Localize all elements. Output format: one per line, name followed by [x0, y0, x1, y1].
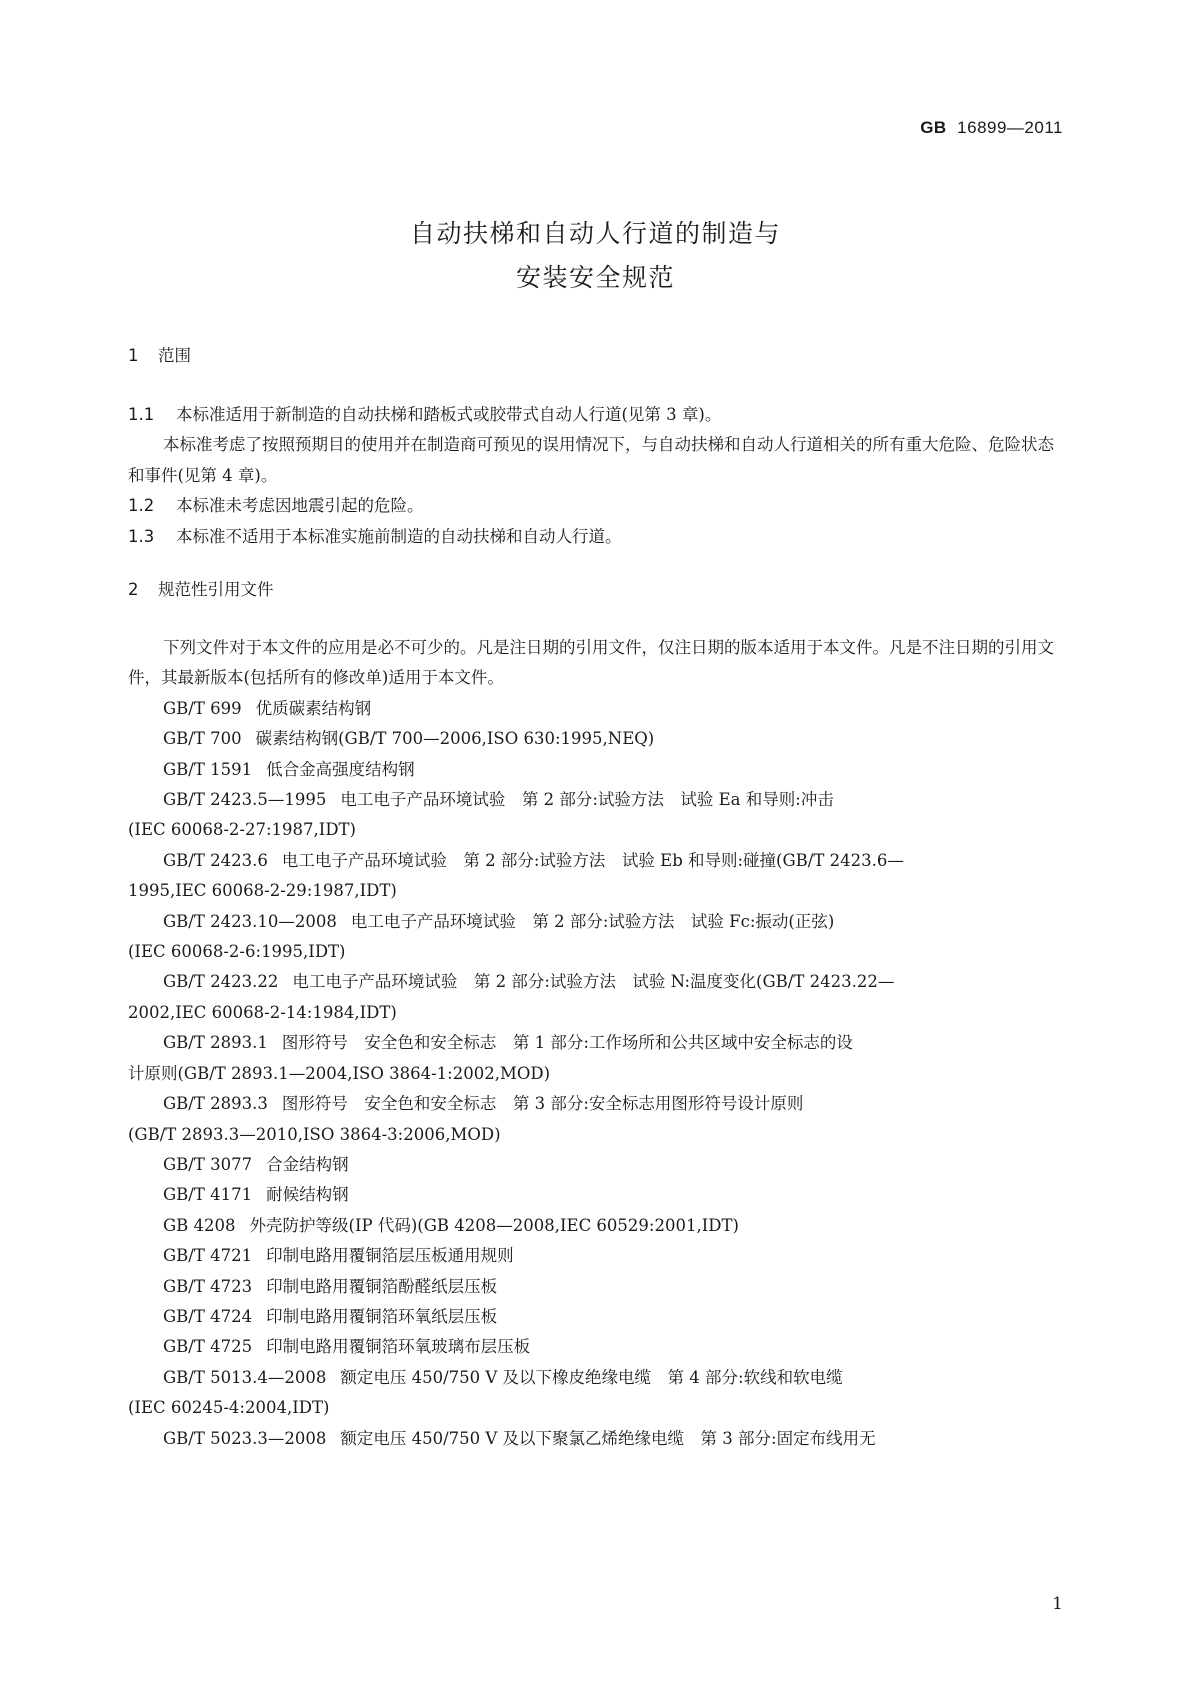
clause-1-3: 1.3 本标准不适用于本标准实施前制造的自动扶梯和自动人行道。 — [128, 526, 622, 546]
reference-item — [128, 967, 1063, 997]
reference-title: 额定电压 450/750 V 及以下橡皮绝缘电缆 第 4 部分:软线和软电缆 — [340, 1367, 843, 1387]
reference-item — [128, 724, 1063, 754]
reference-title: 电工电子产品环境试验 第 2 部分:试验方法 试验 Fc:振动(正弦) — [350, 911, 835, 931]
reference-item — [128, 1241, 1063, 1271]
standard-number — [920, 118, 1063, 138]
section-1-body — [128, 400, 1063, 552]
reference-title: 合金结构钢 — [266, 1154, 349, 1174]
reference-title: 印制电路用覆铜箔层压板通用规则 — [266, 1246, 514, 1266]
reference-continuation: (GB/T 2893.3—2010,ISO 3864-3:2006,MOD) — [128, 1124, 501, 1144]
reference-title: 外壳防护等级(IP 代码)(GB 4208—2008,IEC 60529:2001,IDT) — [249, 1215, 739, 1235]
reference-title: 印制电路用覆铜箔环氧玻璃布层压板 — [266, 1337, 531, 1357]
reference-code: GB/T 2423.10—2008 — [163, 911, 337, 931]
title-line-1: 自动扶梯和自动人行道的制造与 — [409, 219, 781, 248]
section-2 — [128, 575, 1063, 605]
reference-item — [128, 1028, 1063, 1058]
section-1-heading: 1 范围 — [128, 346, 191, 365]
reference-code: GB/T 4721 — [163, 1246, 253, 1266]
reference-item — [128, 1332, 1063, 1362]
reference-code: GB/T 2893.1 — [163, 1033, 268, 1053]
reference-code: GB/T 3077 — [163, 1154, 253, 1174]
reference-title: 电工电子产品环境试验 第 2 部分:试验方法 试验 Eb 和导则:碰撞(GB/T 2423.6— — [281, 850, 904, 870]
reference-code: GB/T 2423.22 — [163, 972, 279, 992]
reference-code: GB/T 4724 — [163, 1306, 253, 1326]
section-1 — [128, 341, 1063, 371]
reference-continuation: 1995,IEC 60068-2-29:1987,IDT) — [128, 881, 397, 901]
clause-1-1-paragraph: 本标准考虑了按照预期目的使用并在制造商可预见的误用情况下，与自动扶梯和自动人行道相关的所有重大危险、危险状态和事件(见第 4 章)。 — [128, 435, 1054, 485]
reference-title: 图形符号 安全色和安全标志 第 1 部分:工作场所和公共区域中安全标志的设 — [281, 1033, 853, 1053]
reference-title: 额定电压 450/750 V 及以下聚氯乙烯绝缘电缆 第 3 部分:固定布线用无 — [340, 1428, 876, 1448]
reference-continuation: 计原则(GB/T 2893.1—2004,ISO 3864-1:2002,MOD) — [128, 1063, 551, 1083]
reference-title: 印制电路用覆铜箔酚醛纸层压板 — [266, 1276, 498, 1296]
reference-item — [128, 1272, 1063, 1302]
reference-title: 优质碳素结构钢 — [255, 698, 372, 718]
reference-code: GB/T 699 — [163, 698, 242, 718]
reference-code: GB/T 2893.3 — [163, 1094, 268, 1114]
clause-1-2: 1.2 本标准未考虑因地震引起的危险。 — [128, 496, 424, 516]
reference-continuation: 2002,IEC 60068-2-14:1984,IDT) — [128, 1002, 397, 1022]
reference-code: GB/T 4723 — [163, 1276, 253, 1296]
title-line-2: 安装安全规范 — [515, 263, 675, 292]
reference-item — [128, 694, 1063, 724]
reference-item — [128, 1211, 1063, 1241]
standard-code: 16899—2011 — [957, 118, 1063, 137]
reference-item — [128, 755, 1063, 785]
section-2-intro: 下列文件对于本文件的应用是必不可少的。凡是注日期的引用文件，仅注日期的版本适用于本文件。凡是不注日期的引用文件，其最新版本(包括所有的修改单)适用于本文件。 — [128, 638, 1054, 688]
reference-title: 电工电子产品环境试验 第 2 部分:试验方法 试验 N:温度变化(GB/T 2423.22— — [292, 972, 895, 992]
reference-item — [128, 907, 1063, 937]
reference-title: 低合金高强度结构钢 — [266, 759, 415, 779]
reference-item — [128, 1180, 1063, 1210]
reference-item — [128, 1089, 1063, 1119]
reference-list — [128, 694, 1063, 1454]
reference-item — [128, 1302, 1063, 1332]
reference-code: GB/T 4171 — [163, 1185, 253, 1205]
reference-item — [128, 1424, 1063, 1454]
reference-title: 图形符号 安全色和安全标志 第 3 部分:安全标志用图形符号设计原则 — [281, 1094, 804, 1114]
reference-continuation: (IEC 60068-2-27:1987,IDT) — [128, 820, 356, 840]
reference-code: GB/T 2423.6 — [163, 850, 268, 870]
reference-item — [128, 785, 1063, 815]
document-title — [0, 212, 1191, 300]
reference-code: GB 4208 — [163, 1215, 236, 1235]
standard-prefix: GB — [920, 118, 947, 137]
reference-code: GB/T 2423.5—1995 — [163, 790, 327, 810]
reference-code: GB/T 4725 — [163, 1337, 253, 1357]
reference-continuation: (IEC 60068-2-6:1995,IDT) — [128, 942, 346, 962]
section-2-body — [128, 633, 1063, 1454]
reference-code: GB/T 5013.4—2008 — [163, 1367, 327, 1387]
reference-title: 碳素结构钢(GB/T 700—2006,ISO 630:1995,NEQ) — [255, 729, 655, 749]
clause-1-1: 1.1 本标准适用于新制造的自动扶梯和踏板式或胶带式自动人行道(见第 3 章)。 — [128, 405, 722, 424]
reference-title: 耐候结构钢 — [266, 1185, 349, 1205]
reference-item — [128, 846, 1063, 876]
reference-code: GB/T 700 — [163, 729, 242, 749]
reference-code: GB/T 1591 — [163, 759, 253, 779]
reference-item — [128, 1150, 1063, 1180]
section-2-heading: 2 规范性引用文件 — [128, 580, 274, 599]
reference-title: 电工电子产品环境试验 第 2 部分:试验方法 试验 Ea 和导则:冲击 — [340, 790, 834, 810]
reference-continuation: (IEC 60245-4:2004,IDT) — [128, 1398, 330, 1418]
reference-item — [128, 1363, 1063, 1393]
reference-code: GB/T 5023.3—2008 — [163, 1428, 327, 1448]
reference-title: 印制电路用覆铜箔环氧纸层压板 — [266, 1306, 498, 1326]
page-number: 1 — [1052, 1594, 1063, 1614]
